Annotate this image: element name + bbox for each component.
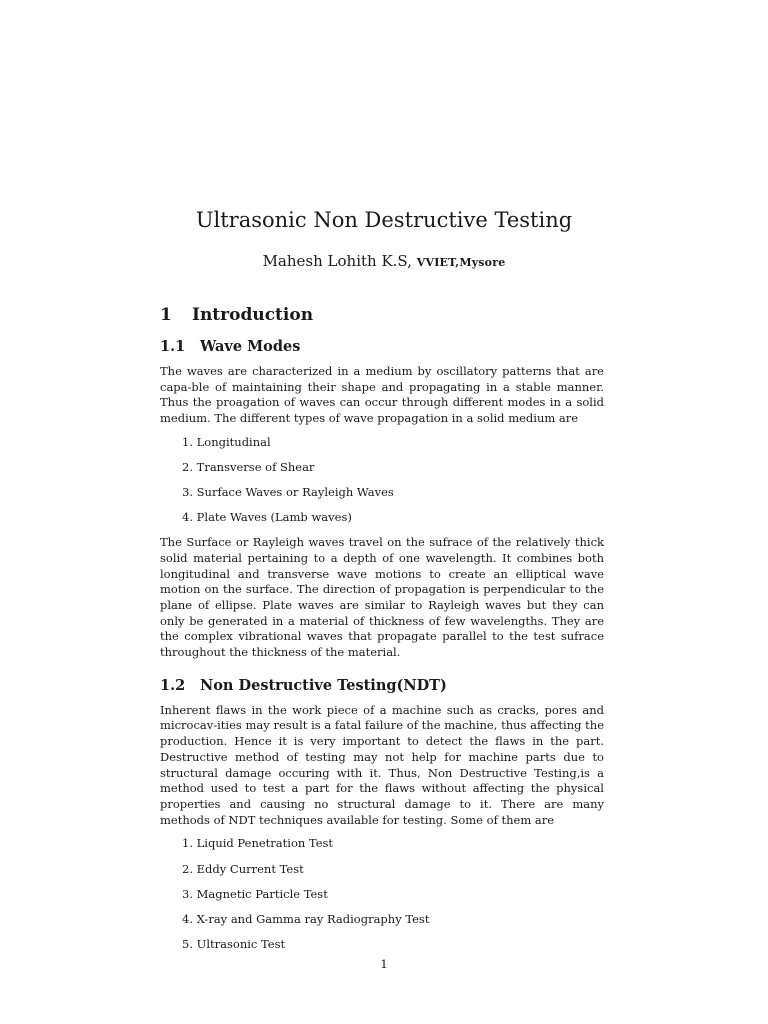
subsection-title: Non Destructive Testing(NDT) [200,676,447,694]
list-item: 2. Eddy Current Test [182,861,304,876]
list-item: 1. Longitudinal [182,434,271,449]
subsection-heading-ndt [160,676,604,696]
list-item: 2. Transverse of Shear [182,460,315,475]
subsection-heading-wave-modes [160,337,604,357]
list-item: 1. Liquid Penetration Test [182,836,334,851]
author-line [0,251,768,273]
paragraph-wave-modes-intro: The waves are characterized in a medium by oscillatory patterns that are capa-ble of maintaining their shape and propagating in a stable manner. Thus the proagation of waves can occur through different modes in a solid medium. The different types of wave propagation in a solid medium are [160,364,604,426]
subsection-title: Wave Modes [200,338,301,355]
author-affiliation: VVIET,Mysore [416,256,506,269]
section-heading-introduction [160,303,604,327]
list-item: 5. Ultrasonic Test [182,937,286,952]
section-title: Introduction [192,305,314,325]
paragraph-rayleigh-waves: The Surface or Rayleigh waves travel on the sufrace of the relatively thick solid material pertaining to a depth of one wavelength. It combines both longitudinal and transverse wave motions to create an elliptical wave motion on the surface. The direction of propagation is perpendicular to the plane of ellipse. Plate waves are similar to Rayleigh waves but they can only be generated in a material of thickness of few wavelengths. They are the complex vibrational waves that propagate parallel to the test sufrace throughout the thickness of the material. [160,535,604,660]
paragraph-ndt-intro: Inherent flaws in the work piece of a machine such as cracks, pores and microcav-ities may result is a fatal failure of the machine, thus affecting the production. Hence it is very important to detect the flaws in the part. Destructive method of testing may not help for machine parts due to structural damage occuring with it. Thus, Non Destructive Testing,is a method used to test a part for the flaws without affecting the physical properties and causing no structural damage to it. There are many methods of NDT techniques available for testing. Some of them are [160,702,604,827]
paper-title: Ultrasonic Non Destructive Testing [195,208,573,232]
list-item: 4. X-ray and Gamma ray Radiography Test [182,911,430,926]
paper-body [160,303,604,953]
section-number: 1 [160,305,172,325]
page-number: 1 [380,957,388,971]
subsection-number: 1.2 [160,676,186,694]
ndt-methods-list [160,836,604,953]
subsection-number: 1.1 [160,338,186,355]
list-item: 3. Surface Waves or Rayleigh Waves [182,485,394,500]
wave-types-list [160,435,604,526]
list-item: 4. Plate Waves (Lamb waves) [182,510,352,525]
author-name: Mahesh Lohith K.S, [262,252,412,270]
list-item: 3. Magnetic Particle Test [182,886,328,901]
